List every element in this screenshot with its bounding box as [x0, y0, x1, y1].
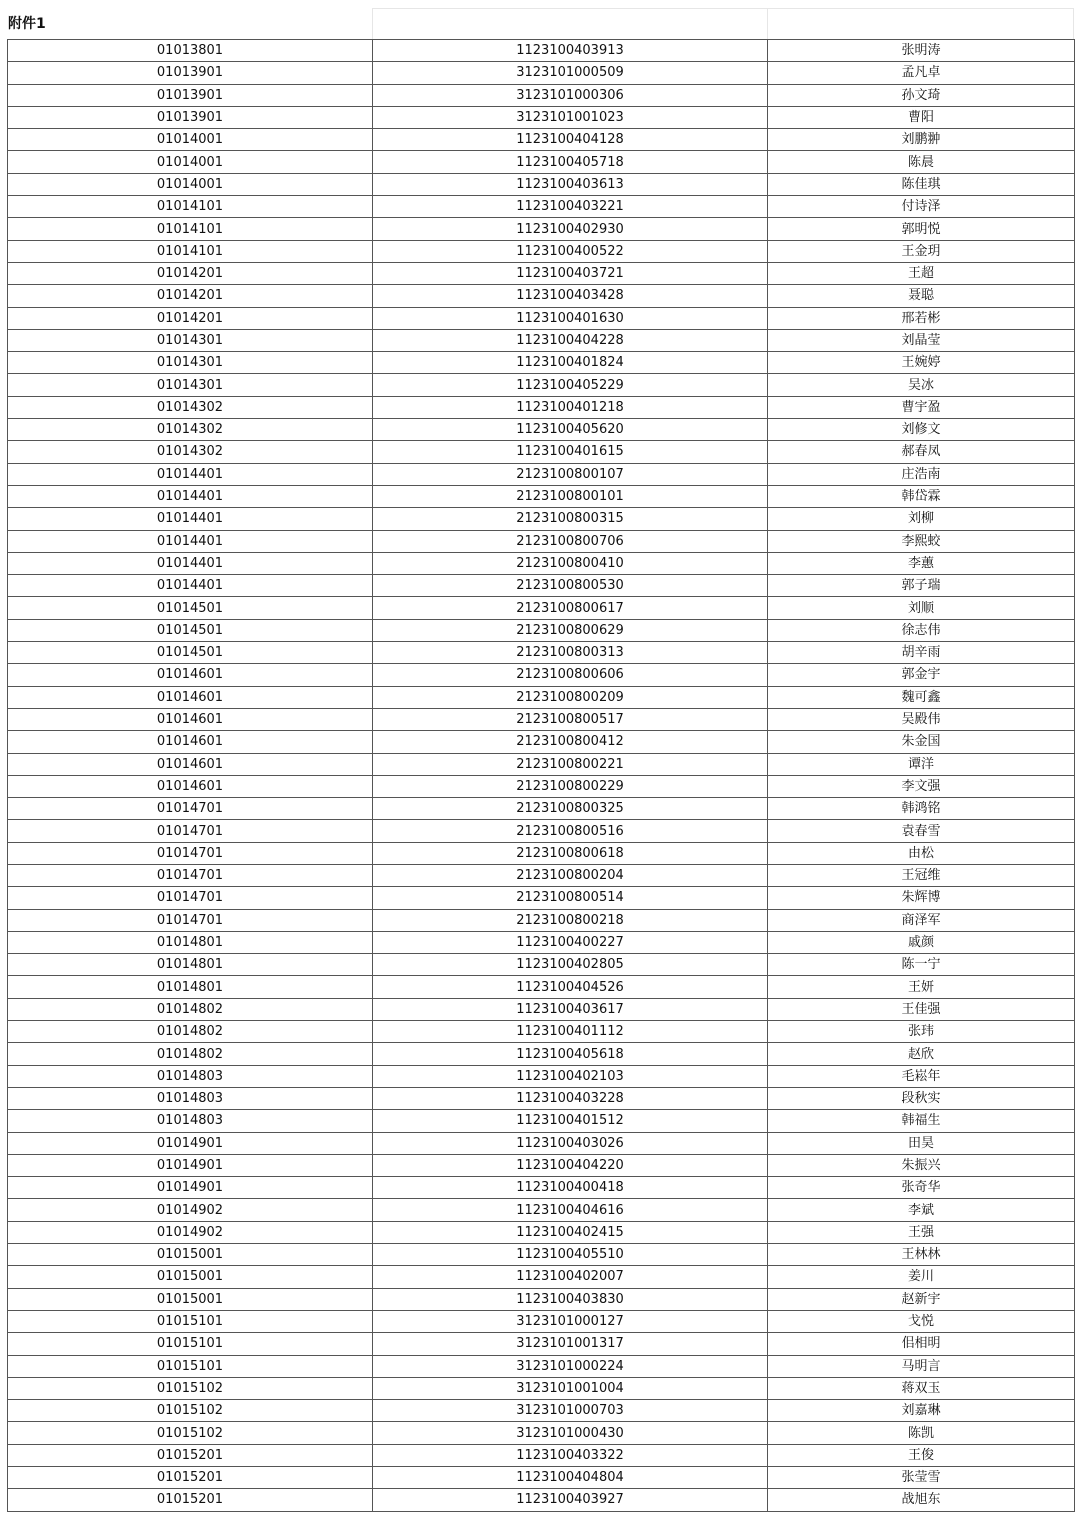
exam-number-cell: 2123100800325: [373, 798, 768, 820]
table-row: [8, 196, 1075, 218]
table-row: [8, 1199, 1075, 1221]
table-row: [8, 129, 1075, 151]
position-code-cell: 01014501: [8, 597, 373, 619]
table-row: [8, 686, 1075, 708]
position-code-cell: 01014501: [8, 619, 373, 641]
table-row: [8, 1422, 1075, 1444]
table-row: [8, 441, 1075, 463]
position-code-cell: 01014902: [8, 1199, 373, 1221]
name-cell: 王林林: [768, 1244, 1075, 1266]
name-cell: 聂聪: [768, 285, 1075, 307]
position-code-cell: 01013901: [8, 106, 373, 128]
position-code-cell: 01014201: [8, 307, 373, 329]
position-code-cell: 01014701: [8, 820, 373, 842]
exam-number-cell: 2123100800221: [373, 753, 768, 775]
position-code-cell: 01014301: [8, 352, 373, 374]
table-row: [8, 285, 1075, 307]
exam-number-cell: 1123100402805: [373, 954, 768, 976]
exam-number-cell: 1123100404616: [373, 1199, 768, 1221]
position-code-cell: 01014201: [8, 285, 373, 307]
position-code-cell: 01014601: [8, 731, 373, 753]
name-cell: 赵新宇: [768, 1288, 1075, 1310]
name-cell: 曹宇盈: [768, 396, 1075, 418]
exam-number-cell: 1123100404228: [373, 329, 768, 351]
name-cell: 戈悦: [768, 1310, 1075, 1332]
header-gridline: [1073, 8, 1074, 39]
exam-number-cell: 1123100401112: [373, 1021, 768, 1043]
position-code-cell: 01014001: [8, 151, 373, 173]
exam-number-cell: 2123100800530: [373, 575, 768, 597]
position-code-cell: 01015102: [8, 1377, 373, 1399]
name-cell: 郭明悦: [768, 218, 1075, 240]
exam-number-cell: 1123100404804: [373, 1467, 768, 1489]
exam-number-cell: 1123100404220: [373, 1154, 768, 1176]
exam-number-cell: 1123100405620: [373, 419, 768, 441]
table-row: [8, 954, 1075, 976]
position-code-cell: 01014601: [8, 686, 373, 708]
table-row: [8, 1244, 1075, 1266]
position-code-cell: 01014601: [8, 753, 373, 775]
name-cell: 朱辉博: [768, 887, 1075, 909]
table-row: [8, 106, 1075, 128]
position-code-cell: 01015102: [8, 1422, 373, 1444]
table-row: [8, 374, 1075, 396]
exam-number-cell: 2123100800101: [373, 485, 768, 507]
exam-number-cell: 1123100403322: [373, 1444, 768, 1466]
table-row: [8, 173, 1075, 195]
position-code-cell: 01014401: [8, 530, 373, 552]
exam-number-cell: 1123100400522: [373, 240, 768, 262]
table-row: [8, 1489, 1075, 1511]
name-cell: 郭子瑞: [768, 575, 1075, 597]
name-cell: 袁春雪: [768, 820, 1075, 842]
name-cell: 李蕙: [768, 552, 1075, 574]
name-cell: 陈一宁: [768, 954, 1075, 976]
name-cell: 戚颜: [768, 931, 1075, 953]
exam-number-cell: 2123100800229: [373, 775, 768, 797]
name-cell: 李文强: [768, 775, 1075, 797]
name-cell: 商泽军: [768, 909, 1075, 931]
name-cell: 佀相明: [768, 1333, 1075, 1355]
name-cell: 郝春凤: [768, 441, 1075, 463]
name-cell: 付诗泽: [768, 196, 1075, 218]
exam-number-cell: 2123100800218: [373, 909, 768, 931]
table-row: [8, 1310, 1075, 1332]
name-cell: 曹阳: [768, 106, 1075, 128]
name-cell: 王金玥: [768, 240, 1075, 262]
exam-number-cell: 1123100400418: [373, 1177, 768, 1199]
table-row: [8, 1355, 1075, 1377]
table-row: [8, 998, 1075, 1020]
table-row: [8, 619, 1075, 641]
name-cell: 毛崧年: [768, 1065, 1075, 1087]
name-cell: 由松: [768, 842, 1075, 864]
exam-number-cell: 3123101000127: [373, 1310, 768, 1332]
table-row: [8, 575, 1075, 597]
exam-number-cell: 3123101000430: [373, 1422, 768, 1444]
position-code-cell: 01015001: [8, 1288, 373, 1310]
position-code-cell: 01014601: [8, 664, 373, 686]
name-cell: 吴殿伟: [768, 708, 1075, 730]
table-row: [8, 708, 1075, 730]
position-code-cell: 01015001: [8, 1244, 373, 1266]
table-row: [8, 218, 1075, 240]
exam-number-cell: 1123100402103: [373, 1065, 768, 1087]
name-cell: 刘柳: [768, 508, 1075, 530]
exam-number-cell: 3123101000224: [373, 1355, 768, 1377]
exam-number-cell: 2123100800315: [373, 508, 768, 530]
exam-number-cell: 2123100800617: [373, 597, 768, 619]
table-row: [8, 909, 1075, 931]
name-cell: 王强: [768, 1221, 1075, 1243]
position-code-cell: 01014401: [8, 485, 373, 507]
table-row: [8, 463, 1075, 485]
exam-number-cell: 2123100800313: [373, 642, 768, 664]
exam-number-cell: 1123100403927: [373, 1489, 768, 1511]
header-gridline: [767, 8, 768, 39]
table-row: [8, 1110, 1075, 1132]
exam-number-cell: 3123101001317: [373, 1333, 768, 1355]
exam-number-cell: 1123100401630: [373, 307, 768, 329]
name-cell: 吴冰: [768, 374, 1075, 396]
position-code-cell: 01014401: [8, 575, 373, 597]
position-code-cell: 01014601: [8, 708, 373, 730]
exam-number-cell: 1123100403617: [373, 998, 768, 1020]
position-code-cell: 01014101: [8, 196, 373, 218]
roster-table-body: [8, 40, 1075, 1512]
position-code-cell: 01015101: [8, 1355, 373, 1377]
exam-number-cell: 3123101000703: [373, 1400, 768, 1422]
position-code-cell: 01013901: [8, 84, 373, 106]
table-row: [8, 1154, 1075, 1176]
table-row: [8, 1021, 1075, 1043]
name-cell: 刘鹏翀: [768, 129, 1075, 151]
name-cell: 张玮: [768, 1021, 1075, 1043]
position-code-cell: 01013901: [8, 62, 373, 84]
exam-number-cell: 2123100800209: [373, 686, 768, 708]
name-cell: 马明言: [768, 1355, 1075, 1377]
table-row: [8, 530, 1075, 552]
position-code-cell: 01014701: [8, 798, 373, 820]
exam-number-cell: 2123100800204: [373, 864, 768, 886]
table-row: [8, 864, 1075, 886]
position-code-cell: 01014301: [8, 374, 373, 396]
exam-number-cell: 1123100405718: [373, 151, 768, 173]
exam-number-cell: 2123100800706: [373, 530, 768, 552]
exam-number-cell: 1123100402930: [373, 218, 768, 240]
position-code-cell: 01014801: [8, 931, 373, 953]
name-cell: 徐志伟: [768, 619, 1075, 641]
exam-number-cell: 1123100403913: [373, 40, 768, 62]
name-cell: 李斌: [768, 1199, 1075, 1221]
table-row: [8, 753, 1075, 775]
name-cell: 韩鸿铭: [768, 798, 1075, 820]
table-row: [8, 642, 1075, 664]
table-row: [8, 931, 1075, 953]
table-row: [8, 597, 1075, 619]
table-row: [8, 419, 1075, 441]
exam-number-cell: 2123100800618: [373, 842, 768, 864]
position-code-cell: 01014302: [8, 441, 373, 463]
position-code-cell: 01014901: [8, 1154, 373, 1176]
position-code-cell: 01014803: [8, 1110, 373, 1132]
table-row: [8, 240, 1075, 262]
position-code-cell: 01014301: [8, 329, 373, 351]
table-row: [8, 151, 1075, 173]
roster-table: [7, 39, 1075, 1512]
position-code-cell: 01015101: [8, 1310, 373, 1332]
exam-number-cell: 3123101001023: [373, 106, 768, 128]
name-cell: 王婉婷: [768, 352, 1075, 374]
name-cell: 张莹雪: [768, 1467, 1075, 1489]
exam-number-cell: 3123101000306: [373, 84, 768, 106]
position-code-cell: 01014902: [8, 1221, 373, 1243]
name-cell: 李熙蛟: [768, 530, 1075, 552]
table-row: [8, 307, 1075, 329]
position-code-cell: 01014201: [8, 262, 373, 284]
exam-number-cell: 1123100405618: [373, 1043, 768, 1065]
position-code-cell: 01014601: [8, 775, 373, 797]
position-code-cell: 01014801: [8, 976, 373, 998]
position-code-cell: 01014401: [8, 552, 373, 574]
exam-number-cell: 1123100403026: [373, 1132, 768, 1154]
position-code-cell: 01014302: [8, 396, 373, 418]
position-code-cell: 01015101: [8, 1333, 373, 1355]
name-cell: 张明涛: [768, 40, 1075, 62]
exam-number-cell: 1123100403613: [373, 173, 768, 195]
exam-number-cell: 1123100403428: [373, 285, 768, 307]
position-code-cell: 01014401: [8, 508, 373, 530]
attachment-title: 附件1: [8, 16, 46, 32]
name-cell: 赵欣: [768, 1043, 1075, 1065]
exam-number-cell: 1123100403228: [373, 1087, 768, 1109]
exam-number-cell: 1123100401218: [373, 396, 768, 418]
name-cell: 王冠维: [768, 864, 1075, 886]
exam-number-cell: 1123100402415: [373, 1221, 768, 1243]
name-cell: 陈凯: [768, 1422, 1075, 1444]
table-row: [8, 352, 1075, 374]
position-code-cell: 01014901: [8, 1177, 373, 1199]
name-cell: 蒋双玉: [768, 1377, 1075, 1399]
name-cell: 庄浩南: [768, 463, 1075, 485]
name-cell: 刘嘉琳: [768, 1400, 1075, 1422]
name-cell: 孙文琦: [768, 84, 1075, 106]
table-row: [8, 552, 1075, 574]
header-gridline: [372, 8, 373, 39]
exam-number-cell: 2123100800516: [373, 820, 768, 842]
position-code-cell: 01014401: [8, 463, 373, 485]
exam-number-cell: 1123100405510: [373, 1244, 768, 1266]
position-code-cell: 01014001: [8, 173, 373, 195]
table-row: [8, 40, 1075, 62]
exam-number-cell: 2123100800107: [373, 463, 768, 485]
exam-number-cell: 1123100401512: [373, 1110, 768, 1132]
table-row: [8, 329, 1075, 351]
table-row: [8, 820, 1075, 842]
name-cell: 邢若彬: [768, 307, 1075, 329]
table-row: [8, 262, 1075, 284]
table-row: [8, 1377, 1075, 1399]
table-row: [8, 1221, 1075, 1243]
exam-number-cell: 2123100800517: [373, 708, 768, 730]
position-code-cell: 01014101: [8, 240, 373, 262]
exam-number-cell: 1123100404128: [373, 129, 768, 151]
name-cell: 田昊: [768, 1132, 1075, 1154]
position-code-cell: 01014501: [8, 642, 373, 664]
name-cell: 王俊: [768, 1444, 1075, 1466]
table-row: [8, 62, 1075, 84]
name-cell: 孟凡卓: [768, 62, 1075, 84]
position-code-cell: 01014701: [8, 864, 373, 886]
table-row: [8, 798, 1075, 820]
exam-number-cell: 1123100401824: [373, 352, 768, 374]
table-row: [8, 1333, 1075, 1355]
position-code-cell: 01014101: [8, 218, 373, 240]
exam-number-cell: 1123100403830: [373, 1288, 768, 1310]
header-gridline: [372, 8, 1073, 9]
name-cell: 朱金国: [768, 731, 1075, 753]
table-row: [8, 842, 1075, 864]
name-cell: 王佳强: [768, 998, 1075, 1020]
name-cell: 张奇华: [768, 1177, 1075, 1199]
name-cell: 韩岱霖: [768, 485, 1075, 507]
position-code-cell: 01015201: [8, 1444, 373, 1466]
name-cell: 陈晨: [768, 151, 1075, 173]
table-row: [8, 1444, 1075, 1466]
exam-number-cell: 1123100403721: [373, 262, 768, 284]
position-code-cell: 01014801: [8, 954, 373, 976]
exam-number-cell: 2123100800514: [373, 887, 768, 909]
exam-number-cell: 1123100405229: [373, 374, 768, 396]
name-cell: 谭洋: [768, 753, 1075, 775]
exam-number-cell: 1123100401615: [373, 441, 768, 463]
table-row: [8, 1266, 1075, 1288]
table-row: [8, 976, 1075, 998]
name-cell: 刘修文: [768, 419, 1075, 441]
table-row: [8, 1065, 1075, 1087]
table-row: [8, 731, 1075, 753]
position-code-cell: 01014001: [8, 129, 373, 151]
table-row: [8, 887, 1075, 909]
position-code-cell: 01014302: [8, 419, 373, 441]
table-row: [8, 396, 1075, 418]
table-row: [8, 1087, 1075, 1109]
position-code-cell: 01014803: [8, 1087, 373, 1109]
exam-number-cell: 2123100800606: [373, 664, 768, 686]
name-cell: 战旭东: [768, 1489, 1075, 1511]
name-cell: 刘顺: [768, 597, 1075, 619]
position-code-cell: 01014802: [8, 1043, 373, 1065]
exam-number-cell: 1123100403221: [373, 196, 768, 218]
name-cell: 陈佳琪: [768, 173, 1075, 195]
position-code-cell: 01015201: [8, 1467, 373, 1489]
table-row: [8, 84, 1075, 106]
name-cell: 胡辛雨: [768, 642, 1075, 664]
position-code-cell: 01015201: [8, 1489, 373, 1511]
position-code-cell: 01014701: [8, 887, 373, 909]
position-code-cell: 01014802: [8, 1021, 373, 1043]
name-cell: 刘晶莹: [768, 329, 1075, 351]
name-cell: 王超: [768, 262, 1075, 284]
name-cell: 王妍: [768, 976, 1075, 998]
exam-number-cell: 1123100404526: [373, 976, 768, 998]
table-row: [8, 1043, 1075, 1065]
position-code-cell: 01014901: [8, 1132, 373, 1154]
name-cell: 姜川: [768, 1266, 1075, 1288]
table-row: [8, 775, 1075, 797]
exam-number-cell: 1123100402007: [373, 1266, 768, 1288]
table-row: [8, 1132, 1075, 1154]
position-code-cell: 01015001: [8, 1266, 373, 1288]
exam-number-cell: 2123100800629: [373, 619, 768, 641]
table-row: [8, 485, 1075, 507]
position-code-cell: 01014701: [8, 842, 373, 864]
position-code-cell: 01015102: [8, 1400, 373, 1422]
exam-number-cell: 3123101001004: [373, 1377, 768, 1399]
name-cell: 韩福生: [768, 1110, 1075, 1132]
exam-number-cell: 2123100800412: [373, 731, 768, 753]
name-cell: 魏可鑫: [768, 686, 1075, 708]
table-row: [8, 508, 1075, 530]
name-cell: 段秋实: [768, 1087, 1075, 1109]
table-row: [8, 1288, 1075, 1310]
position-code-cell: 01013801: [8, 40, 373, 62]
exam-number-cell: 3123101000509: [373, 62, 768, 84]
name-cell: 郭金宇: [768, 664, 1075, 686]
table-row: [8, 1177, 1075, 1199]
table-row: [8, 1467, 1075, 1489]
exam-number-cell: 2123100800410: [373, 552, 768, 574]
position-code-cell: 01014802: [8, 998, 373, 1020]
table-row: [8, 1400, 1075, 1422]
position-code-cell: 01014803: [8, 1065, 373, 1087]
position-code-cell: 01014701: [8, 909, 373, 931]
table-row: [8, 664, 1075, 686]
exam-number-cell: 1123100400227: [373, 931, 768, 953]
name-cell: 朱振兴: [768, 1154, 1075, 1176]
